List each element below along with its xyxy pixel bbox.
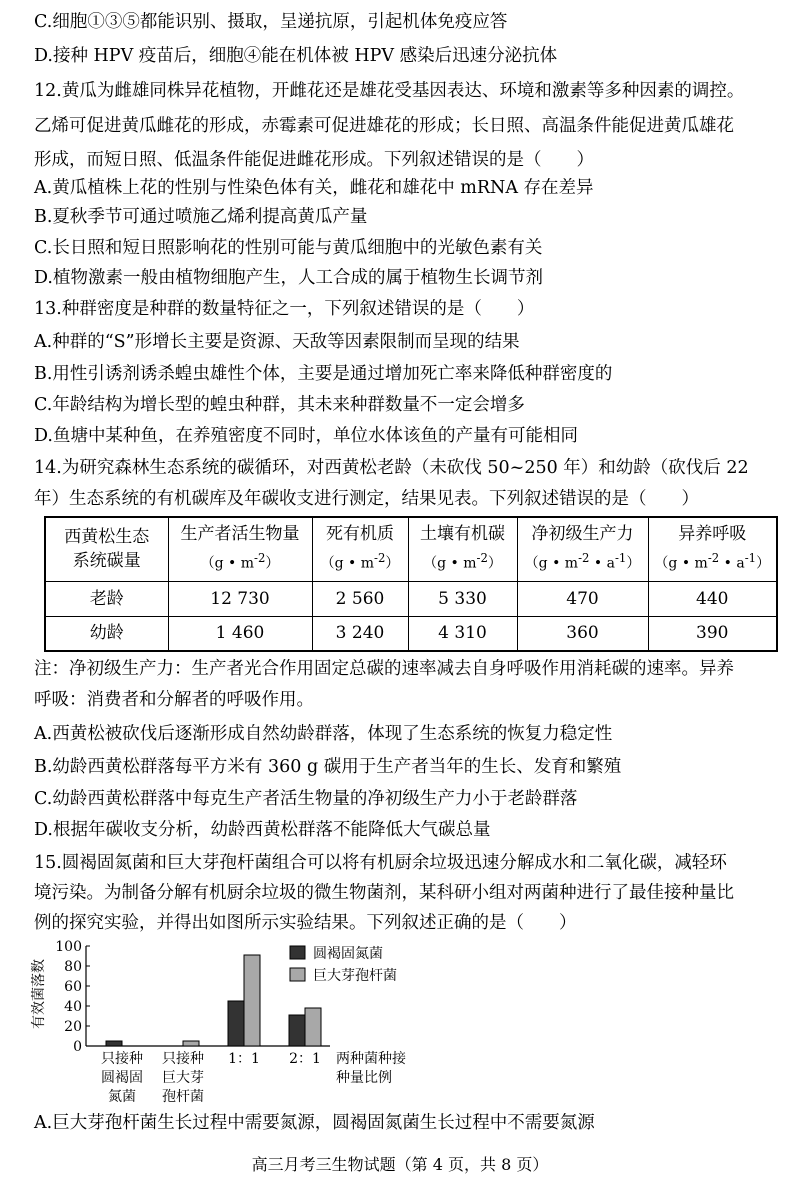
y-tick-label: 100: [55, 939, 82, 955]
x-category-label: 氮菌: [108, 1089, 136, 1105]
bar-bacillus-2: [244, 955, 260, 1046]
x-category-label: 孢杆菌: [162, 1089, 204, 1105]
q14-option-a: A.西黄松被砍伐后逐渐形成自然幼龄群落，体现了生态系统的恢复力稳定性: [34, 724, 613, 744]
carbon-data-table: [44, 516, 778, 652]
table-row: [45, 616, 777, 651]
y-tick-label: 0: [73, 1039, 82, 1055]
q14-option-d: D.根据年碳收支分析，幼龄西黄松群落不能降低大气碳总量: [34, 820, 491, 840]
q13-option-a: A.种群的“S”形增长主要是资源、天敌等因素限制而呈现的结果: [34, 332, 520, 352]
table-cell: 4 310: [408, 616, 517, 651]
x-axis-label: 两种菌种接: [336, 1051, 406, 1067]
q13-stem: 13.种群密度是种群的数量特征之一，下列叙述错误的是（ ）: [34, 299, 535, 319]
q15-stem-line-2: 境污染。为制备分解有机厨余垃圾的微生物菌剂，某科研小组对两菌种进行了最佳接种量比: [34, 883, 734, 903]
y-tick-label: 20: [64, 1019, 82, 1035]
q15-option-a: A.巨大芽孢杆菌生长过程中需要氮源，圆褐固氮菌生长过程中不需要氮源: [34, 1113, 595, 1133]
q12-option-c: C.长日照和短日照影响花的性别可能与黄瓜细胞中的光敏色素有关: [34, 238, 543, 258]
q15-stem-line-3: 例的探究实验，并得出如图所示实验结果。下列叙述正确的是（ ）: [34, 913, 577, 933]
q13-option-d: D.鱼塘中某种鱼，在养殖密度不同时，单位水体该鱼的产量有可能相同: [34, 426, 578, 446]
q12-stem-line-3: 形成，而短日照、低温条件能促进雌花形成。下列叙述错误的是（ ）: [34, 150, 594, 170]
q14-stem-line-2: 年）生态系统的有机碳库及年碳收支进行测定，结果见表。下列叙述错误的是（ ）: [34, 489, 699, 509]
x-category-label: 巨大芽: [162, 1070, 204, 1086]
page-footer: 高三月考三生物试题（第 4 页，共 8 页）: [251, 1155, 549, 1174]
table-cell: 2 560: [312, 581, 408, 616]
table-cell: 390: [648, 616, 777, 651]
table-cell: 12 730: [168, 581, 312, 616]
q13-option-c: C.年龄结构为增长型的蝗虫种群，其未来种群数量不一定会增多: [34, 395, 525, 415]
q12-option-d: D.植物激素一般由植物细胞产生，人工合成的属于植物生长调节剂: [34, 268, 543, 288]
y-tick-label: 40: [64, 999, 82, 1015]
x-category-label: 只接种: [101, 1051, 143, 1067]
table-header-cell: 净初级生产力 （g • $m^{-2}$ • $a^{-1}$）: [517, 517, 648, 581]
legend-label: 巨大芽孢杆菌: [313, 968, 397, 984]
table-header-cell: 生产者活生物量 （g • $m^{-2}$）: [168, 517, 312, 581]
table-header-row: [45, 517, 777, 581]
x-category-label: 只接种: [162, 1051, 204, 1067]
legend-swatch: [290, 946, 305, 959]
bar-azotobacter-2: [228, 1001, 244, 1046]
table-cell: 360: [517, 616, 648, 651]
y-tick-label: 60: [64, 979, 82, 995]
q14-stem-line-1: 14.为研究森林生态系统的碳循环，对西黄松老龄（未砍伐 50~250 年）和幼龄（砍伐后 22: [34, 458, 749, 478]
bar-azotobacter-0: [106, 1041, 122, 1046]
table-header-cell: 死有机质 （g • $m^{-2}$）: [312, 517, 408, 581]
x-category-label: 2：1: [289, 1051, 321, 1067]
q12-stem-line-1: 12.黄瓜为雌雄同株异花植物，开雌花还是雄花受基因表达、环境和激素等多种因素的调控。: [34, 81, 745, 101]
table-cell: 5 330: [408, 581, 517, 616]
bar-bacillus-1: [183, 1041, 199, 1046]
table-header-cell: 西黄松生态 系统碳量: [45, 517, 168, 581]
q12-stem-line-2: 乙烯可促进黄瓜雌花的形成，赤霉素可促进雄花的形成；长日照、高温条件能促进黄瓜雄花: [34, 116, 734, 136]
table-cell: 470: [517, 581, 648, 616]
table-cell: 3 240: [312, 616, 408, 651]
x-axis-label: 种量比例: [336, 1070, 392, 1086]
legend-swatch: [290, 968, 305, 981]
y-tick-label: 80: [64, 959, 82, 975]
table-row: [45, 581, 777, 616]
colony-bar-chart: [30, 936, 450, 1136]
q14-option-c: C.幼龄西黄松群落中每克生产者活生物量的净初级生产力小于老龄群落: [34, 789, 578, 809]
q12-option-a: A.黄瓜植株上花的性别与性染色体有关，雌花和雄花中 mRNA 存在差异: [34, 178, 594, 198]
q11-option-d: D.接种 HPV 疫苗后，细胞④能在机体被 HPV 感染后迅速分泌抗体: [34, 46, 558, 66]
table-header-cell: 土壤有机碳 （g • $m^{-2}$）: [408, 517, 517, 581]
q13-option-b: B.用性引诱剂诱杀蝗虫雄性个体，主要是通过增加死亡率来降低种群密度的: [34, 364, 613, 384]
x-category-label: 1：1: [228, 1051, 260, 1067]
x-category-label: 圆褐固: [101, 1070, 143, 1086]
q14-option-b: B.幼龄西黄松群落每平方米有 360 g 碳用于生产者当年的生长、发育和繁殖: [34, 757, 622, 777]
table-cell: 1 460: [168, 616, 312, 651]
table-cell: 幼龄: [45, 616, 168, 651]
q11-option-c: C.细胞①③⑤都能识别、摄取，呈递抗原，引起机体免疫应答: [34, 12, 508, 32]
table-cell: 老龄: [45, 581, 168, 616]
q14-note-line-1: 注：净初级生产力：生产者光合作用固定总碳的速率减去自身呼吸作用消耗碳的速率。异养: [34, 659, 734, 679]
q12-option-b: B.夏秋季节可通过喷施乙烯利提高黄瓜产量: [34, 207, 368, 227]
legend-label: 圆褐固氮菌: [313, 946, 383, 962]
table-cell: 440: [648, 581, 777, 616]
bar-azotobacter-3: [289, 1015, 305, 1046]
q15-stem-line-1: 15.圆褐固氮菌和巨大芽孢杆菌组合可以将有机厨余垃圾迅速分解成水和二氧化碳，减轻环: [34, 853, 727, 873]
chart-y-axis-label: 有效菌落数: [31, 959, 47, 1029]
q14-note-line-2: 呼吸：消费者和分解者的呼吸作用。: [34, 690, 314, 710]
bar-bacillus-3: [305, 1008, 321, 1046]
table-header-cell: 异养呼吸 （g • $m^{-2}$ • $a^{-1}$）: [648, 517, 777, 581]
